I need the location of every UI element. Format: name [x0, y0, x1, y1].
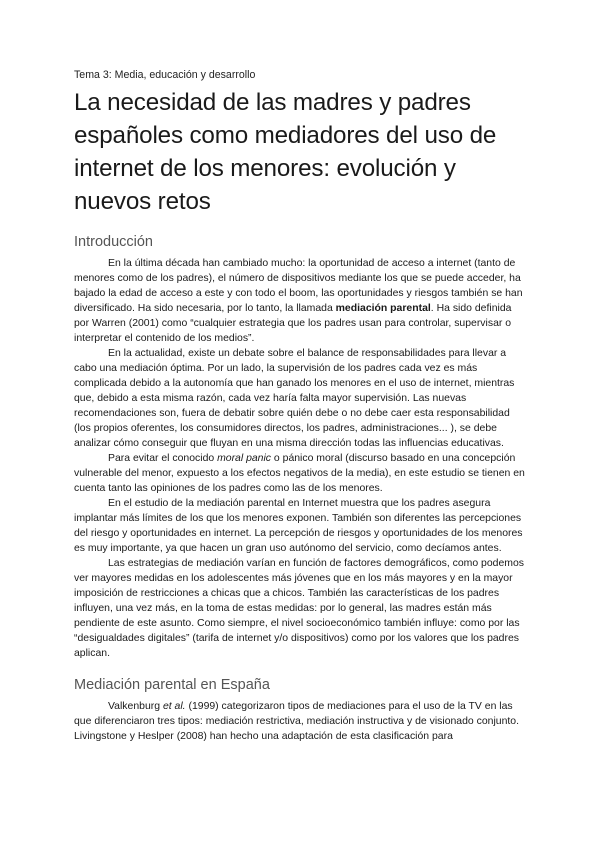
- paragraph-text: En la última década han cambiado mucho: la oportunidad de acceso a internet (tanto de menores como de los padres), el número de dispositivos mediante los que se puede acceder, ha bajado la edad de acceso a este y con todo el boom, las oportunidades y riesgos también se han diversificado. Ha sido necesaria, por lo tanto, la llamada: [74, 258, 523, 314]
- paragraph-text: . Ha sido definida por Warren (2001) como “cualquier estrategia que los padres usan para controlar, supervisar o interpretar el contenido de los medios”.: [74, 303, 512, 344]
- paragraph: Las estrategias de mediación varían en función de factores demográficos, como podemos ver mayores medidas en los adolescentes más jóvenes que en los más mayores y en la mayor imposición de restricciones a chicas que a chicos. También las características de los padres influyen, una vez más, en la toma de estas medidas: por lo general, las madres están más pendiente de este asunto. Como siempre, el nivel socioeconómico también influye: como por las “desigualdades digitales” (tarifa de internet y/o dispositivos) como por los valores que los padres aplican.: [74, 558, 524, 659]
- paragraph: [74, 451, 526, 496]
- document-page: [74, 68, 526, 744]
- bold-term: mediación parental: [335, 303, 431, 314]
- paragraph: [74, 699, 526, 744]
- italic-term: moral panic: [217, 453, 272, 464]
- paragraph-text: (1999) categorizaron tipos de mediaciones para el uso de la TV en las que diferenciaron tres tipos: mediación restrictiva, mediación instructiva y de visionado conjunto. Livingstone y Heslper (2008) han hecho una adaptación de esta clasificación para: [74, 701, 519, 742]
- paragraph: En el estudio de la mediación parental en Internet muestra que los padres asegura implantar más límites de los que los menores exponen. También son diferentes las percepciones del riesgo y oportunidades en internet. La percepción de riesgos y oportunidades de los menores es muy importante, ya que hacen un gran uso autónomo del servicio, como decíamos antes.: [74, 498, 523, 554]
- section-heading-mediacion-parental: Mediación parental en España: [74, 677, 270, 693]
- paragraph: En la actualidad, existe un debate sobre el balance de responsabilidades para llevar a cabo una mediación óptima. Por un lado, la supervisión de los padres cada vez es más complicada debido a la autonomía que han ganado los menores en el uso de internet, mientras que, debido a esta misma razón, cada vez haría falta mayor supervisión. Las nuevas recomendaciones son, fuera de debatir sobre quién debe o no debe caer esta responsabilidad (los propios oferentes, los consumidores directos, los padres, administraciones... ), se debe analizar cómo conseguir que fluyan en una misma dirección todas las influencias educativas.: [74, 348, 515, 449]
- paragraph-text: Valkenburg: [108, 701, 163, 712]
- italic-term: et al.: [162, 701, 186, 712]
- paragraph-text: o pánico moral (discurso basado en una concepción vulnerable del menor, expuesto a los efectos negativos de la media), en este estudio se tienen en cuenta tanto las opiniones de los padres como las de los menores.: [74, 453, 525, 494]
- paragraph: [74, 256, 526, 346]
- topic-label: Tema 3: Media, educación y desarrollo: [74, 69, 256, 81]
- paragraph-text: Para evitar el conocido: [108, 453, 218, 464]
- section-heading-introduccion: Introducción: [74, 234, 153, 250]
- page-title: La necesidad de las madres y padres españoles como mediadores del uso de internet de los menores: evolución y nuevos retos: [74, 89, 497, 215]
